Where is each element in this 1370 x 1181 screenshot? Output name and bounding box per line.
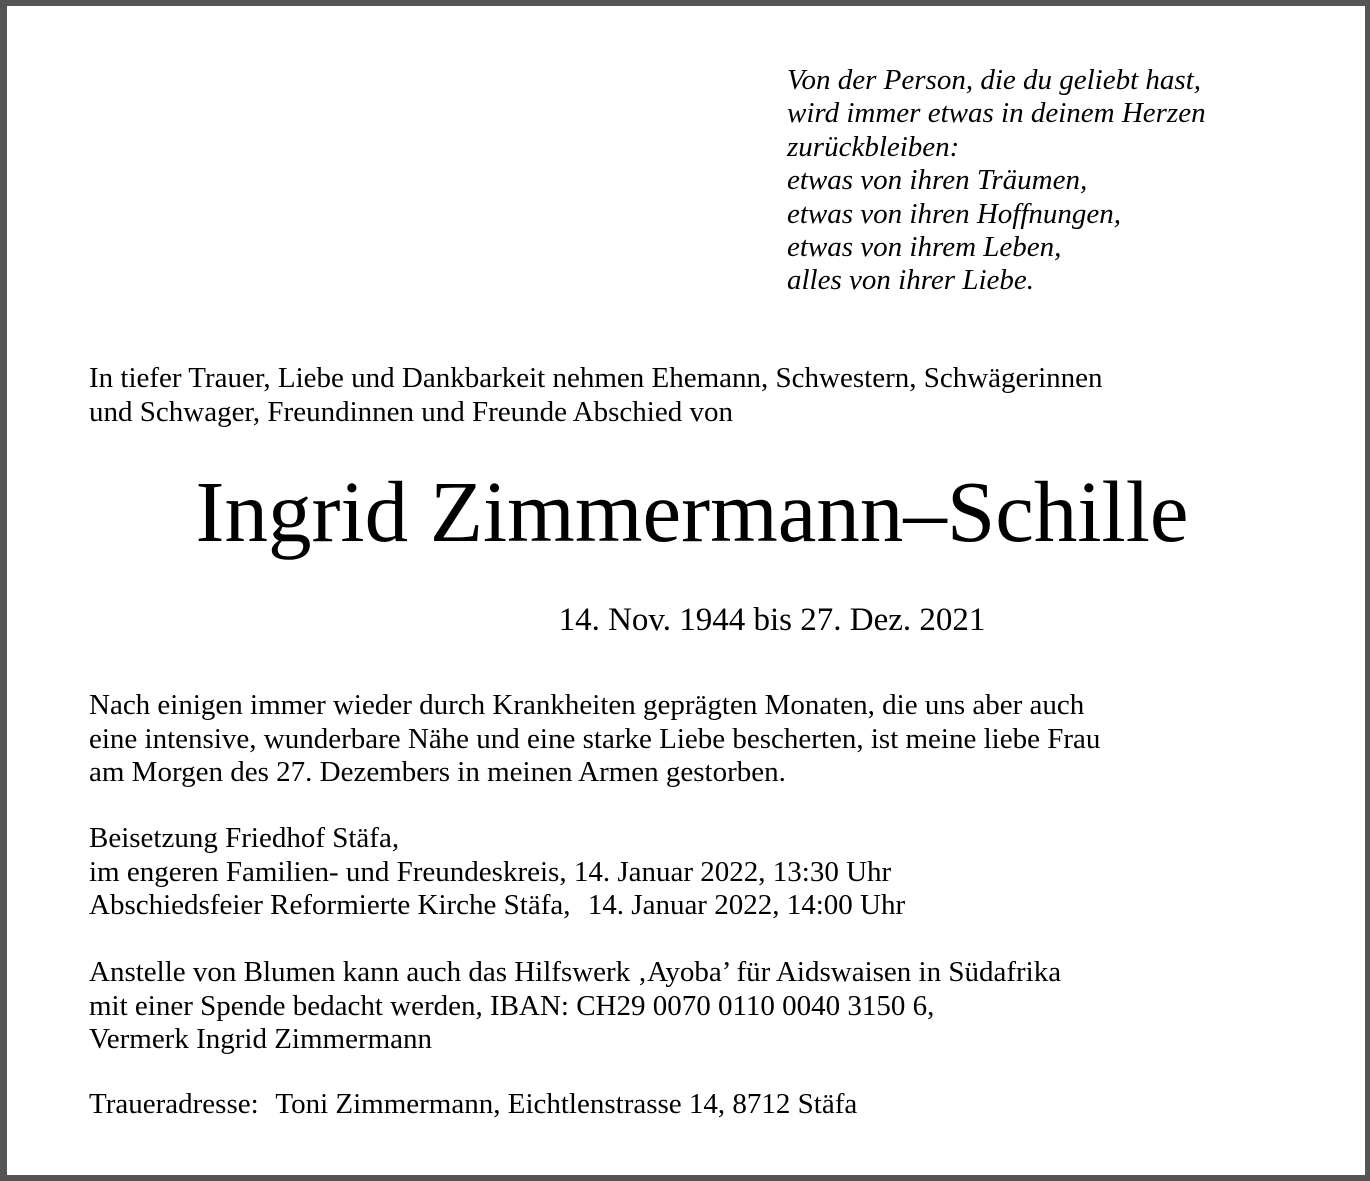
message-line: am Morgen des 27. Dezembers in meinen Armen gestorben. [89, 756, 786, 788]
farewell-message [89, 689, 1329, 790]
poem-line: etwas von ihrem Leben, [787, 231, 1062, 264]
intro-line: In tiefer Trauer, Liebe und Dankbarkeit nehmen Ehemann, Schwestern, Schwägerinnen [89, 362, 1103, 394]
farewell-service-time: 14. Januar 2022, 14:00 Uhr [587, 889, 906, 921]
poem-line: zurückbleiben: [787, 130, 960, 163]
farewell-service-label: Abschiedsfeier Reformierte Kirche Stäfa, [89, 889, 571, 921]
ceremony-details [89, 822, 1329, 923]
message-line: eine intensive, wunderbare Nähe und eine starke Liebe bescherten, ist meine liebe Frau [89, 722, 1101, 755]
poem-line: etwas von ihren Hoffnungen, [787, 197, 1121, 230]
mourners-intro [89, 361, 1329, 429]
poem-line: wird immer etwas in deinem Herzen [787, 97, 1206, 130]
intro-line: und Schwager, Freundinnen und Freunde Abschied von [89, 396, 733, 428]
message-line: Nach einigen immer wieder durch Krankheiten geprägten Monaten, die uns aber auch [89, 689, 1085, 721]
poem-line: alles von ihrer Liebe. [787, 264, 1034, 297]
farewell-service-line [89, 889, 1329, 923]
donation-line: Vermerk Ingrid Zimmermann [89, 1023, 433, 1055]
donation-line: Anstelle von Blumen kann auch das Hilfswerk ‚Ayoba’ für Aidswaisen in Südafrika [89, 956, 1062, 988]
poem-line: Von der Person, die du geliebt hast, [787, 64, 1202, 96]
life-dates: 14. Nov. 1944 bis 27. Dez. 2021 [558, 602, 986, 638]
address-value: Toni Zimmermann, Eichtlenstrasse 14, 8712 Stäfa [275, 1088, 858, 1120]
deceased-name: Ingrid Zimmermann–Schille [195, 463, 1189, 560]
address-label: Traueradresse: [89, 1088, 259, 1120]
donation-line: mit einer Spende bedacht werden, IBAN: CH29 0070 0110 0040 3150 6, [89, 989, 935, 1022]
poem-line: etwas von ihren Träumen, [787, 164, 1088, 197]
mourning-address [89, 1088, 1329, 1122]
donation-note [89, 956, 1329, 1057]
address-line [89, 1088, 1329, 1122]
burial-time-line: im engeren Familien- und Freundeskreis, 14. Januar 2022, 13:30 Uhr [89, 855, 892, 888]
burial-line: Beisetzung Friedhof Stäfa, [89, 822, 400, 854]
memorial-poem [787, 64, 1347, 298]
